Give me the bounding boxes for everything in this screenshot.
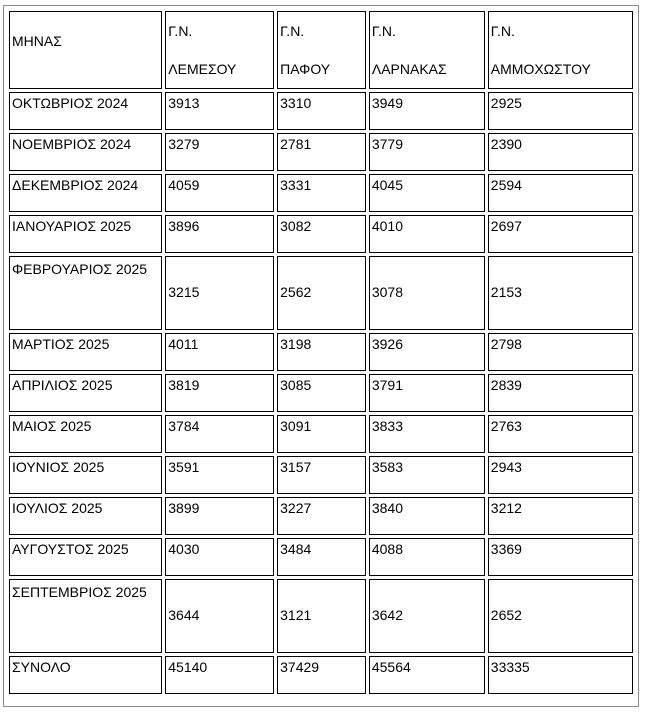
header-month-cell	[9, 11, 162, 89]
value-text: 3121	[280, 607, 312, 623]
value-cell: 2697	[488, 215, 633, 253]
value-cell: 3091	[277, 415, 366, 453]
value-cell: 2594	[488, 174, 633, 212]
value-cell	[277, 579, 366, 653]
value-cell: 3369	[488, 538, 633, 576]
table-row	[9, 92, 633, 130]
month-label: ΣΕΠΤΕΜΒΡΙΟΣ 2025	[12, 584, 147, 600]
value-cell: 3591	[165, 456, 274, 494]
header-line1: Γ.Ν.	[280, 23, 305, 39]
value-cell	[369, 256, 485, 330]
hospital-monthly-table	[6, 8, 636, 697]
month-cell	[9, 256, 162, 330]
month-cell: ΙΟΥΛΙΟΣ 2025	[9, 497, 162, 535]
month-cell: ΝΟΕΜΒΡΙΟΣ 2024	[9, 133, 162, 171]
value-cell: 4045	[369, 174, 485, 212]
value-cell: 2925	[488, 92, 633, 130]
value-cell: 2781	[277, 133, 366, 171]
table-row	[9, 133, 633, 171]
header-line2: ΠΑΦΟΥ	[280, 61, 331, 77]
month-label: ΦΕΒΡΟΥΑΡΙΟΣ 2025	[12, 261, 148, 277]
total-value-cell: 37429	[277, 656, 366, 694]
value-text: 2153	[490, 284, 522, 300]
value-cell: 3331	[277, 174, 366, 212]
value-cell: 2763	[488, 415, 633, 453]
value-cell	[369, 579, 485, 653]
value-cell: 3926	[369, 333, 485, 371]
value-cell: 2390	[488, 133, 633, 171]
value-cell	[165, 256, 274, 330]
total-row	[9, 656, 633, 694]
value-text: 2562	[280, 284, 312, 300]
total-value-cell: 45564	[369, 656, 485, 694]
header-line1: Γ.Ν.	[371, 23, 396, 39]
value-cell: 4011	[165, 333, 274, 371]
total-label-cell: ΣΥΝΟΛΟ	[9, 656, 162, 694]
table-row	[9, 415, 633, 453]
value-cell: 3791	[369, 374, 485, 412]
header-line1: Γ.Ν.	[490, 23, 515, 39]
value-cell: 3840	[369, 497, 485, 535]
document-page	[3, 5, 639, 707]
month-cell: ΟΚΤΩΒΡΙΟΣ 2024	[9, 92, 162, 130]
total-value-cell: 45140	[165, 656, 274, 694]
value-cell: 3819	[165, 374, 274, 412]
value-cell: 3212	[488, 497, 633, 535]
value-cell: 4088	[369, 538, 485, 576]
header-line2: ΛΑΡΝΑΚΑΣ	[371, 61, 447, 77]
header-paphos-cell	[277, 11, 366, 89]
month-cell	[9, 579, 162, 653]
value-cell: 4059	[165, 174, 274, 212]
value-cell: 3279	[165, 133, 274, 171]
header-line2: ΛΕΜΕΣΟΥ	[168, 61, 237, 77]
value-cell: 3157	[277, 456, 366, 494]
value-text: 3644	[168, 607, 200, 623]
value-text: 3078	[371, 284, 403, 300]
value-cell	[488, 579, 633, 653]
value-cell: 3310	[277, 92, 366, 130]
value-cell: 3896	[165, 215, 274, 253]
value-cell: 3899	[165, 497, 274, 535]
value-cell: 2943	[488, 456, 633, 494]
value-cell	[165, 579, 274, 653]
value-cell: 3949	[369, 92, 485, 130]
header-famagusta-cell	[488, 11, 633, 89]
table-row	[9, 579, 633, 653]
table-row	[9, 497, 633, 535]
header-larnaca-cell	[369, 11, 485, 89]
table-row	[9, 215, 633, 253]
month-cell: ΑΠΡΙΛΙΟΣ 2025	[9, 374, 162, 412]
value-cell: 3913	[165, 92, 274, 130]
month-cell: ΙΟΥΝΙΟΣ 2025	[9, 456, 162, 494]
value-cell: 2798	[488, 333, 633, 371]
value-cell: 3082	[277, 215, 366, 253]
value-cell: 3583	[369, 456, 485, 494]
value-cell: 4010	[369, 215, 485, 253]
value-cell: 3779	[369, 133, 485, 171]
table-row	[9, 333, 633, 371]
value-cell: 4030	[165, 538, 274, 576]
value-cell: 3085	[277, 374, 366, 412]
table-row	[9, 374, 633, 412]
value-cell	[488, 256, 633, 330]
table-row	[9, 174, 633, 212]
value-text: 2652	[490, 607, 522, 623]
value-cell: 2839	[488, 374, 633, 412]
value-cell: 3833	[369, 415, 485, 453]
header-month-label: ΜΗΝΑΣ	[12, 33, 62, 49]
month-cell: ΜΑΙΟΣ 2025	[9, 415, 162, 453]
table-row	[9, 256, 633, 330]
header-line2: ΑΜΜΟΧΩΣΤΟΥ	[490, 61, 591, 77]
value-text: 3215	[168, 284, 200, 300]
table-row	[9, 456, 633, 494]
value-cell: 3198	[277, 333, 366, 371]
month-cell: ΙΑΝΟΥΑΡΙΟΣ 2025	[9, 215, 162, 253]
month-cell: ΑΥΓΟΥΣΤΟΣ 2025	[9, 538, 162, 576]
table-row	[9, 538, 633, 576]
value-cell: 3484	[277, 538, 366, 576]
month-cell: ΔΕΚΕΜΒΡΙΟΣ 2024	[9, 174, 162, 212]
month-cell: ΜΑΡΤΙΟΣ 2025	[9, 333, 162, 371]
value-cell: 3227	[277, 497, 366, 535]
header-limassol-cell	[165, 11, 274, 89]
value-cell	[277, 256, 366, 330]
value-cell: 3784	[165, 415, 274, 453]
total-value-cell: 33335	[488, 656, 633, 694]
header-row	[9, 11, 633, 89]
header-line1: Γ.Ν.	[168, 23, 193, 39]
value-text: 3642	[371, 607, 403, 623]
